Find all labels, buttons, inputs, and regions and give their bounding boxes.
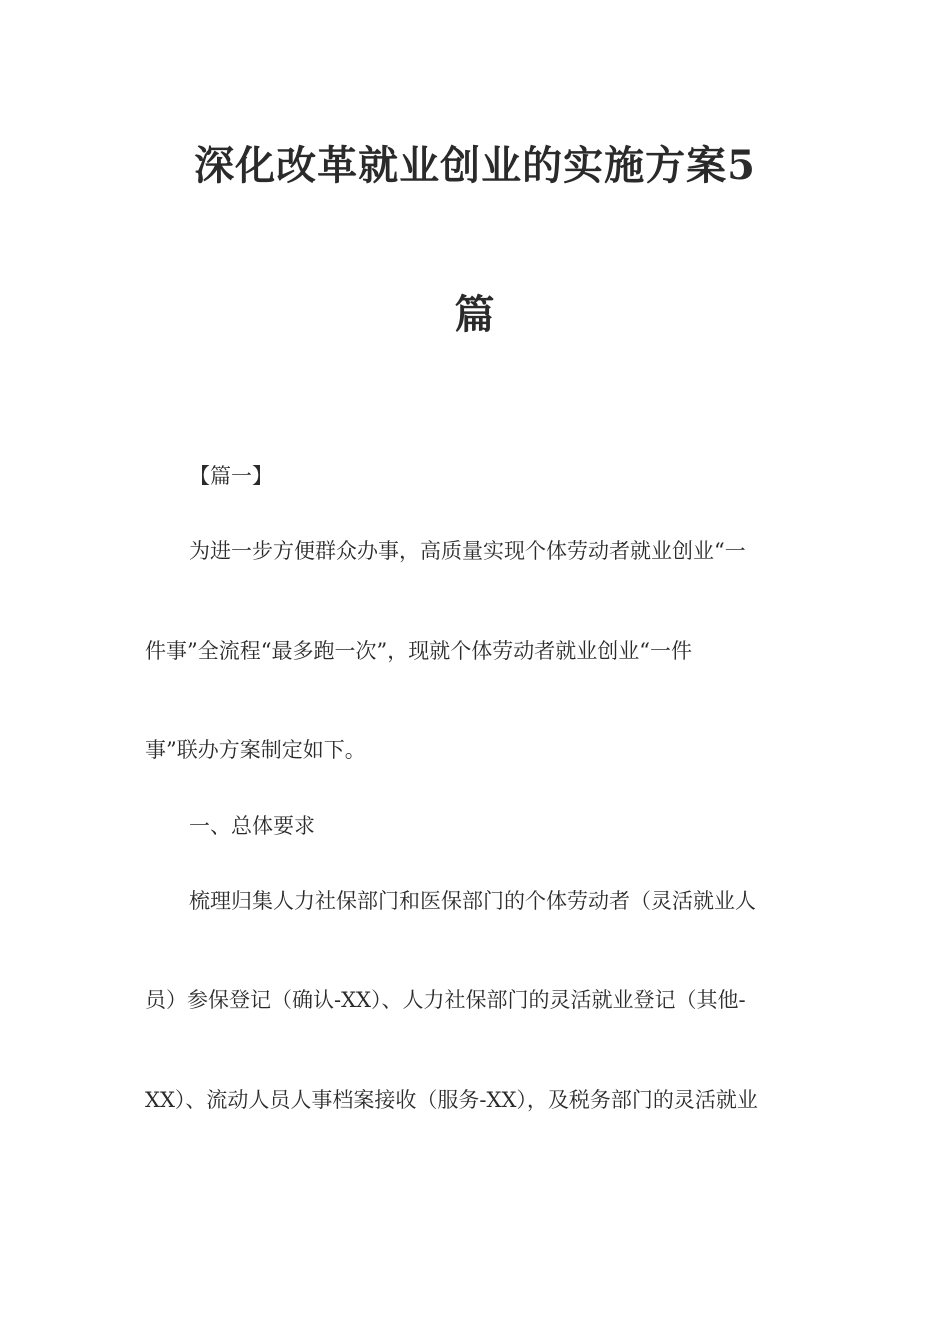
paragraph-1-line-1: 为进一步方便群众办事，高质量实现个体劳动者就业创业“一: [189, 539, 746, 563]
section-heading: 一、总体要求: [189, 814, 315, 838]
section-label: 【篇一】: [189, 464, 273, 488]
paragraph-2-line-3: XX）、流动人员人事档案接收（服务-XX），及税务部门的灵活就业: [145, 1088, 758, 1112]
document-title-line-1: 深化改革就业创业的实施方案5: [194, 142, 756, 189]
paragraph-1-line-2: 件事”全流程“最多跑一次”，现就个体劳动者就业创业“一件: [145, 639, 692, 663]
paragraph-2-line-1: 梳理归集人力社保部门和医保部门的个体劳动者（灵活就业人: [189, 889, 756, 913]
paragraph-1-line-3: 事”联办方案制定如下。: [145, 738, 366, 762]
paragraph-2-line-2: 员）参保登记（确认-XX）、人力社保部门的灵活就业登记（其他-: [145, 988, 746, 1012]
document-title-line-2: 篇: [454, 291, 496, 338]
